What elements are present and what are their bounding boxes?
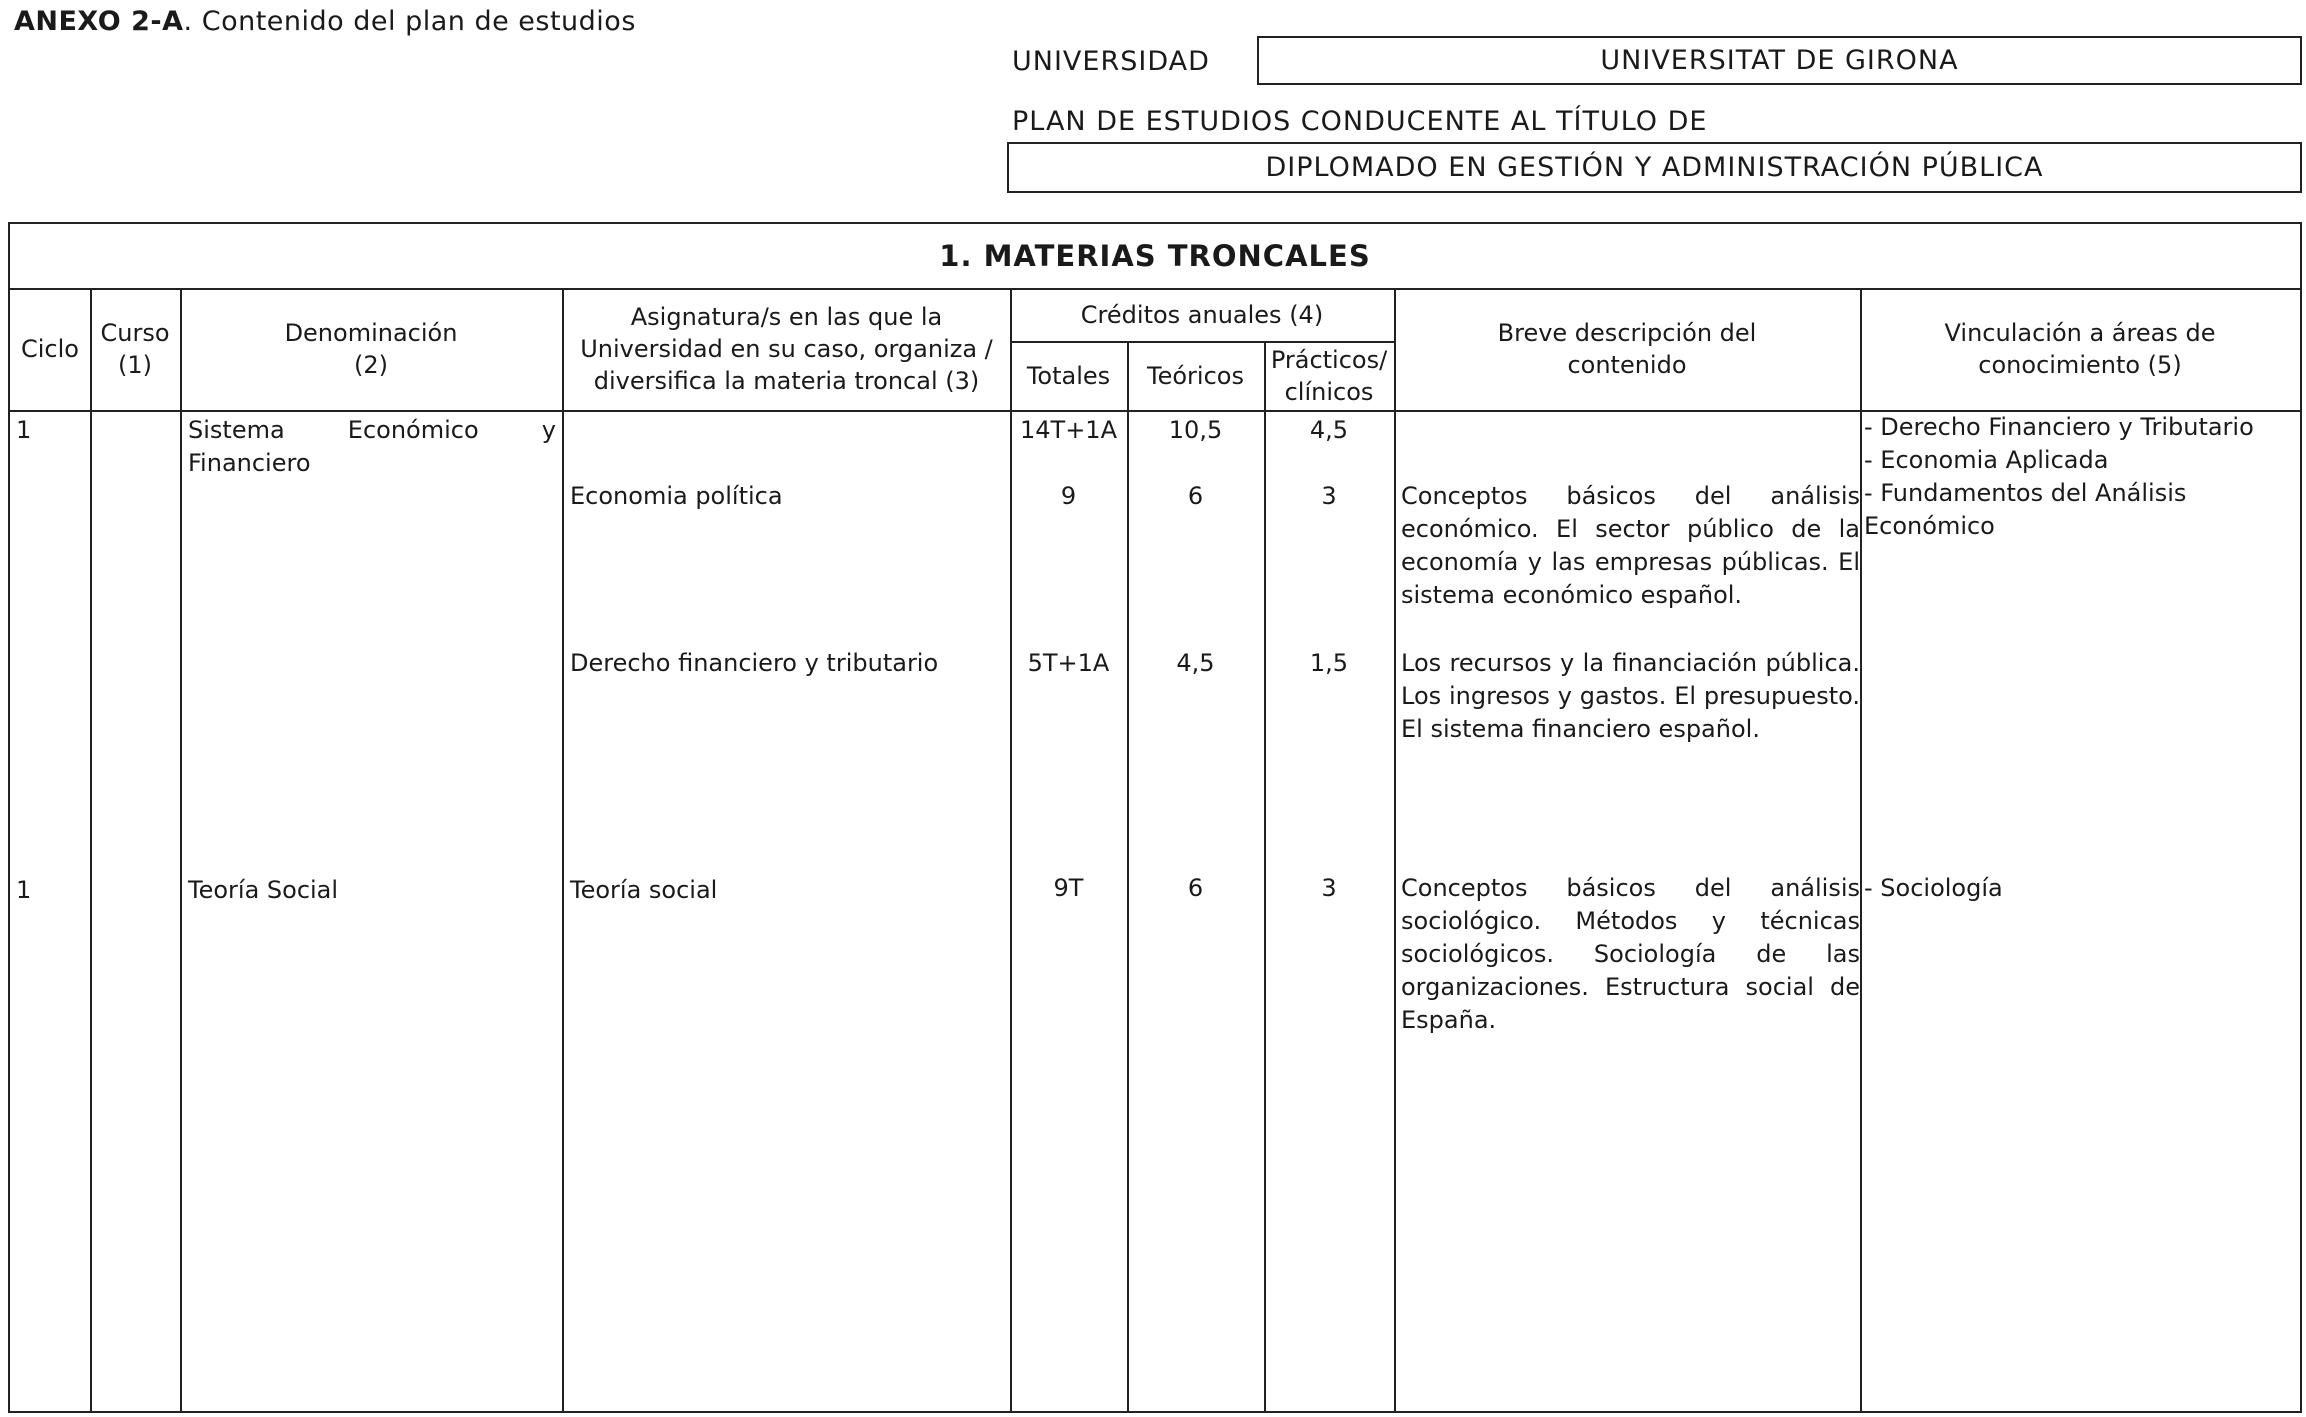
row3-teoricos: 4,5 bbox=[1176, 649, 1215, 677]
row2-practicos: 3 bbox=[1321, 482, 1337, 510]
col-line bbox=[1860, 288, 1862, 1411]
section-title: 1. MATERIAS TRONCALES bbox=[939, 239, 1371, 273]
university-field: UNIVERSITAT DE GIRONA bbox=[1257, 36, 2302, 85]
col-header-ciclo: Ciclo bbox=[21, 335, 79, 363]
row4-teoricos: 6 bbox=[1187, 874, 1204, 902]
row2-totales: 9 bbox=[1060, 482, 1077, 510]
plan-label: PLAN DE ESTUDIOS CONDUCENTE AL TÍTULO DE bbox=[1012, 106, 1708, 137]
row4-totales: 9T bbox=[1053, 874, 1084, 902]
degree-field: DIPLOMADO EN GESTIÓN Y ADMINISTRACIÓN PÚBLICA bbox=[1007, 142, 2302, 193]
col-line bbox=[562, 288, 564, 1411]
row4-ciclo: 1 bbox=[16, 876, 32, 904]
annex-label: ANEXO 2-A bbox=[14, 6, 184, 37]
row3-practicos: 1,5 bbox=[1309, 649, 1349, 677]
vinculacion-item: - Derecho Financiero y Tributario bbox=[1864, 413, 2254, 441]
col-line bbox=[1394, 288, 1396, 1411]
university-label: UNIVERSIDAD bbox=[1012, 46, 1210, 77]
annex-title bbox=[14, 6, 636, 37]
row1-ciclo: 1 bbox=[16, 416, 32, 444]
col-header-totales: Totales bbox=[1026, 361, 1111, 390]
col-header-vinculacion: Vinculación a áreas de conocimiento (5) bbox=[1944, 319, 2216, 379]
vinculacion-item: - Sociología bbox=[1864, 874, 2003, 902]
row2-teoricos: 6 bbox=[1187, 482, 1204, 510]
row3-totales: 5T+1A bbox=[1027, 649, 1110, 677]
row1-vinculacion bbox=[1864, 411, 2296, 543]
col-line bbox=[90, 288, 92, 1411]
vinculacion-item: - Economia Aplicada bbox=[1864, 446, 2109, 474]
col-header-denominacion: Denominación (2) bbox=[284, 319, 458, 379]
row1-totales: 14T+1A bbox=[1020, 416, 1117, 444]
row2-asignatura: Economia política bbox=[570, 482, 783, 510]
row3-descripcion: Los recursos y la financiación pública. Los ingresos y gastos. El presupuesto. El sistema financiero español. bbox=[1401, 649, 1860, 743]
row4-practicos: 3 bbox=[1321, 874, 1337, 902]
row3-asignatura: Derecho financiero y tributario bbox=[570, 649, 939, 677]
row4-descripcion: Conceptos básicos del análisis sociológico. Métodos y técnicas sociológicos. Sociología de las organizaciones. Estructura social de España. bbox=[1401, 874, 1860, 1034]
row4-vinculacion bbox=[1864, 872, 2296, 905]
annex-description: . Contenido del plan de estudios bbox=[183, 6, 636, 37]
col-header-teoricos: Teóricos bbox=[1147, 361, 1244, 390]
col-header-practicos: Prácticos/ clínicos bbox=[1270, 345, 1388, 406]
col-header-curso: Curso (1) bbox=[100, 319, 170, 379]
vinculacion-item: - Fundamentos del Análisis Económico bbox=[1864, 479, 2187, 540]
row1-practicos: 4,5 bbox=[1309, 416, 1349, 444]
row4-asignatura: Teoría social bbox=[570, 876, 718, 904]
row1-teoricos: 10,5 bbox=[1168, 416, 1223, 444]
row1-denominacion: Sistema Económico y Financiero bbox=[188, 416, 556, 477]
row4-denominacion: Teoría Social bbox=[188, 876, 339, 904]
col-header-asignatura: Asignatura/s en las que la Universidad en su caso, organiza / diversifica la materia troncal (3) bbox=[580, 303, 993, 395]
col-line bbox=[180, 288, 182, 1411]
col-header-creditos: Créditos anuales (4) bbox=[1080, 300, 1324, 329]
col-line bbox=[1010, 288, 1012, 1411]
troncales-table bbox=[8, 222, 2302, 1413]
row2-descripcion: Conceptos básicos del análisis económico. El sector público de la economía y las empresas públicas. El sistema económico español. bbox=[1401, 482, 1860, 609]
col-header-descripcion: Breve descripción del contenido bbox=[1497, 319, 1757, 379]
